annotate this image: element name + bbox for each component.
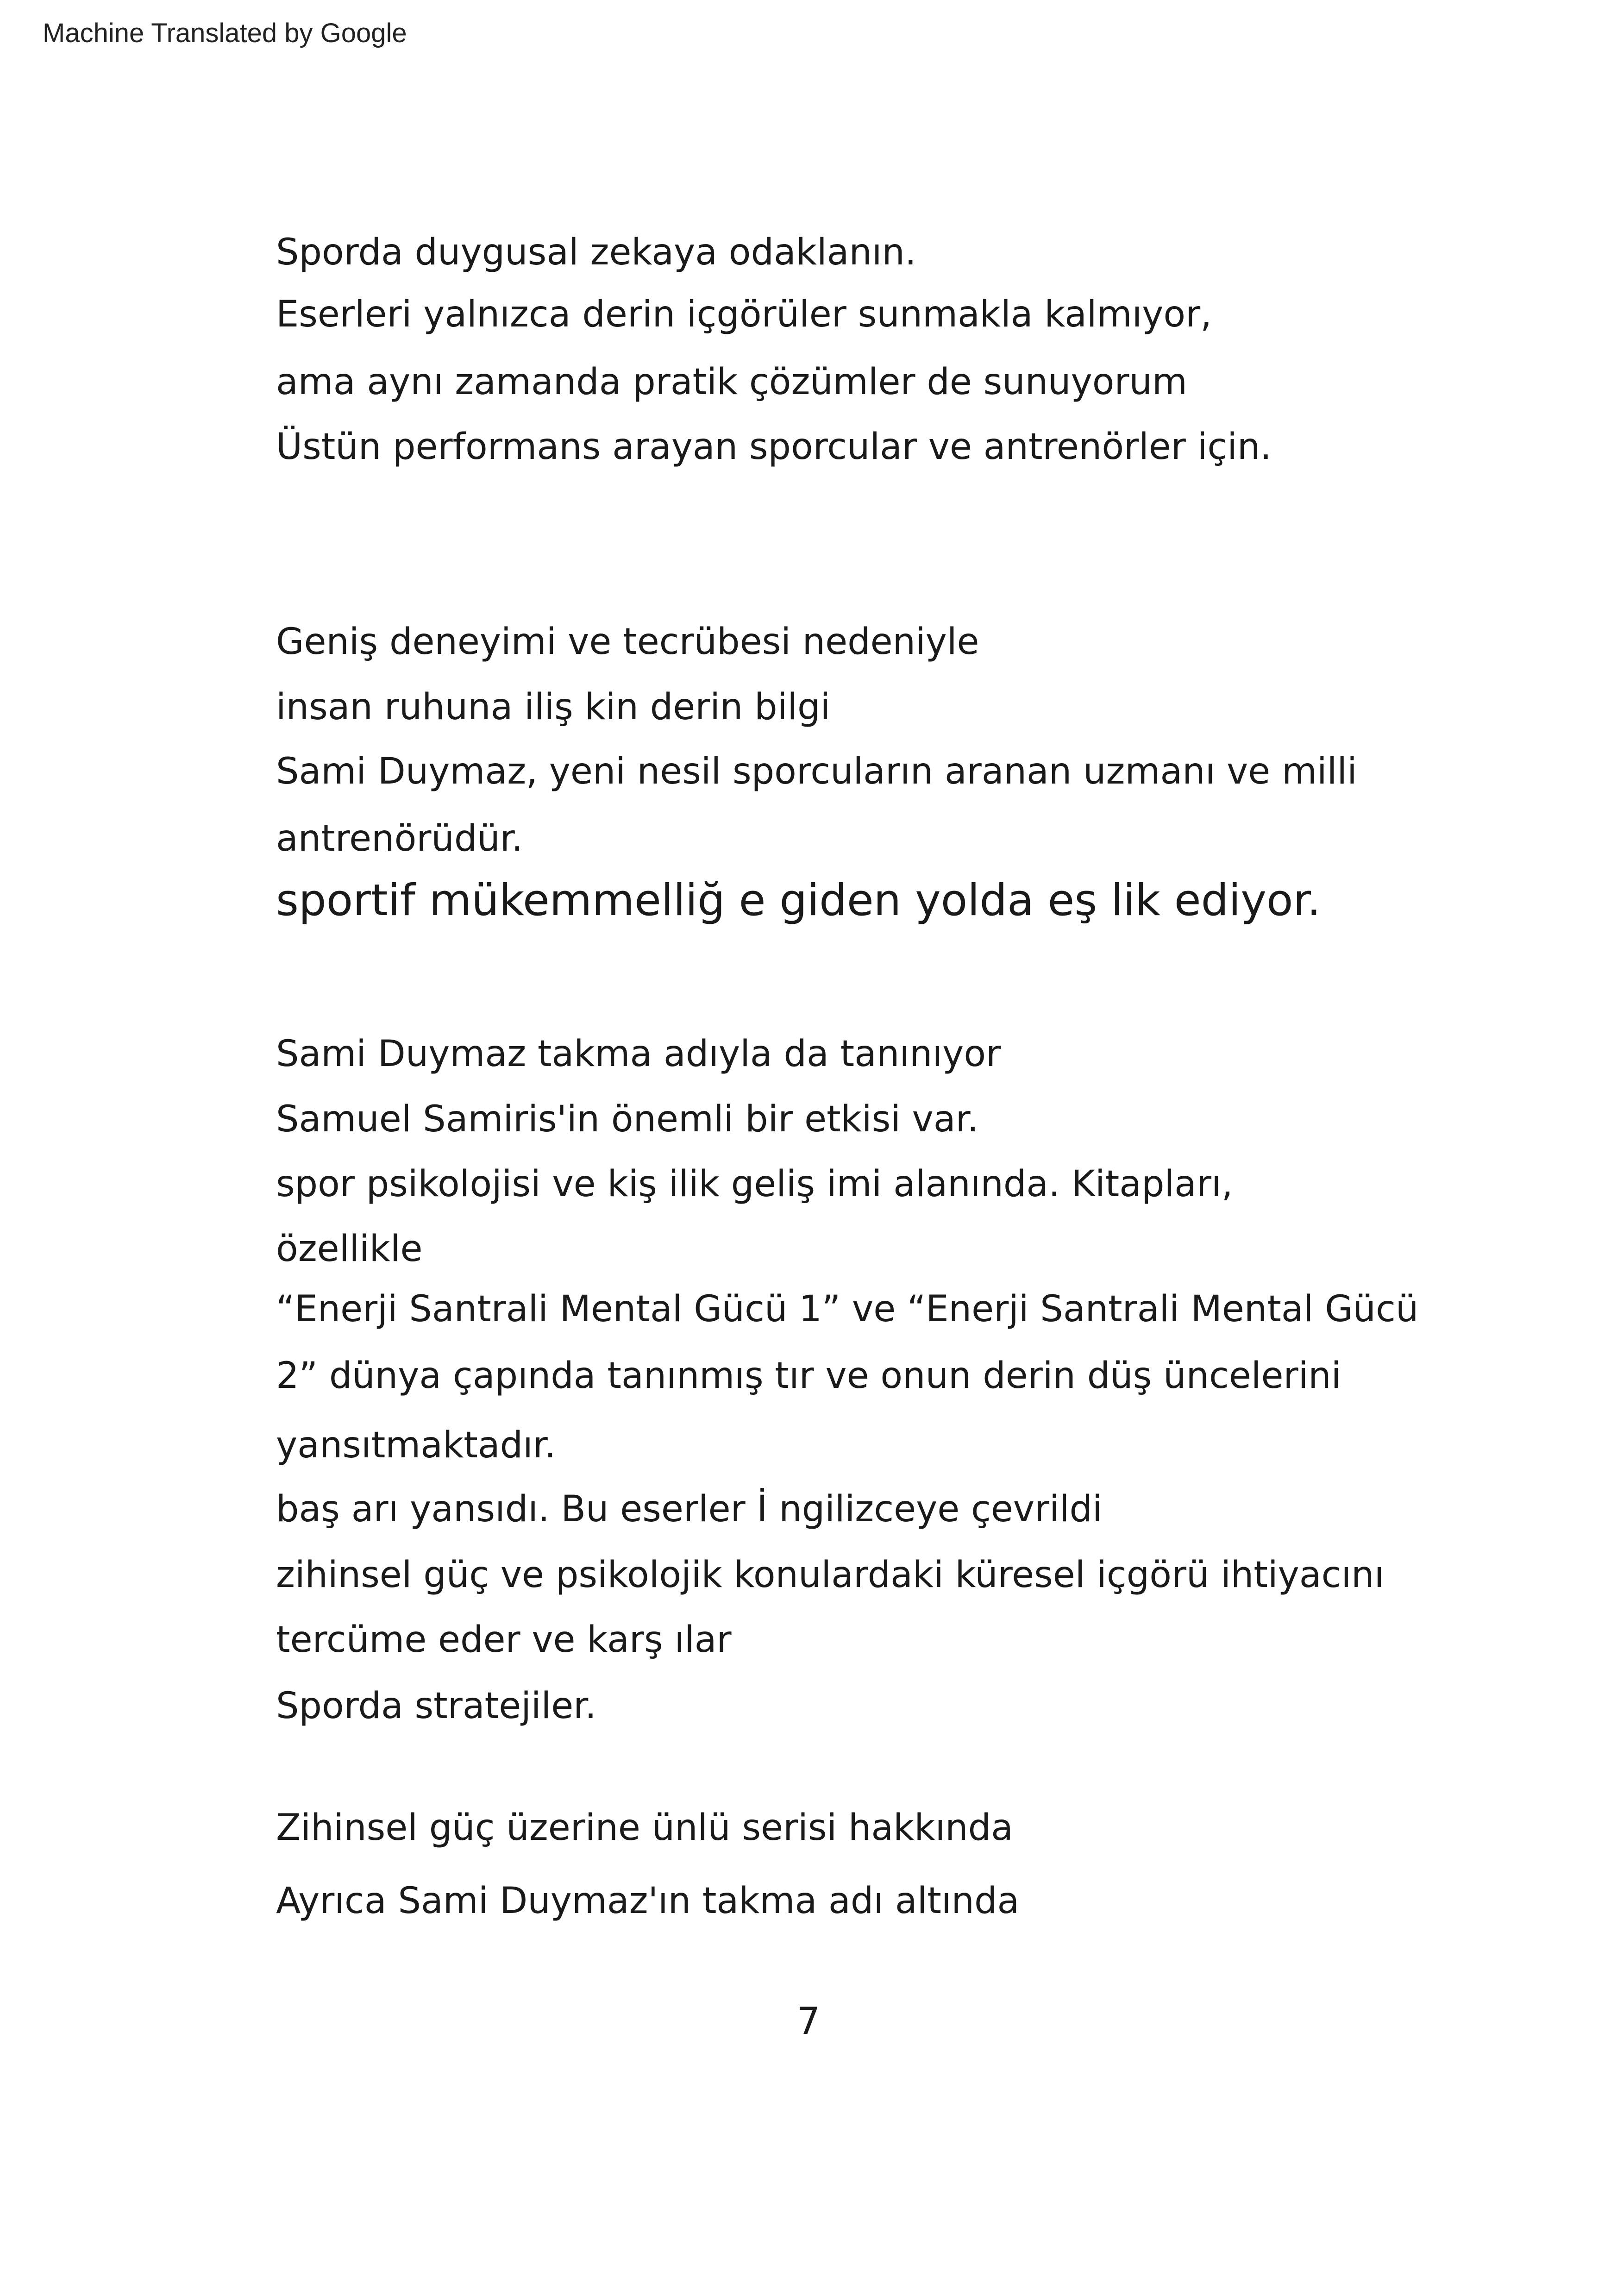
text-line: zihinsel güç ve psikolojik konulardaki küresel içgörü ihtiyacını — [276, 1554, 1385, 1596]
text-line: “Enerji Santrali Mental Gücü 1” ve “Enerji Santrali Mental Gücü — [276, 1288, 1419, 1330]
machine-translation-watermark: Machine Translated by Google — [43, 18, 407, 48]
text-line: Üstün performans arayan sporcular ve antrenörler için. — [276, 426, 1272, 468]
text-line: baş arı yansıdı. Bu eserler İ ngilizceye çevrildi — [276, 1488, 1103, 1530]
text-line: Ayrıca Sami Duymaz'ın takma adı altında — [276, 1880, 1020, 1922]
text-line: özellikle — [276, 1228, 423, 1270]
text-line: ama aynı zamanda pratik çözümler de sunuyorum — [276, 361, 1187, 403]
text-line: Zihinsel güç üzerine ünlü serisi hakkında — [276, 1807, 1013, 1849]
text-line: sportif mükemmelliğ e giden yolda eş lik ediyor. — [276, 875, 1321, 926]
text-line: Sami Duymaz, yeni nesil sporcuların aranan uzmanı ve milli — [276, 751, 1357, 792]
text-line: Samuel Samiris'in önemli bir etkisi var. — [276, 1098, 979, 1140]
text-line: Sami Duymaz takma adıyla da tanınıyor — [276, 1033, 1001, 1075]
page-number: 7 — [796, 2000, 821, 2043]
text-line: antrenörüdür. — [276, 818, 523, 859]
text-line: Geniş deneyimi ve tecrübesi nedeniyle — [276, 621, 979, 663]
text-line: insan ruhuna iliş kin derin bilgi — [276, 686, 831, 728]
text-line: 2” dünya çapında tanınmış tır ve onun derin düş üncelerini — [276, 1355, 1341, 1397]
text-line: spor psikolojisi ve kiş ilik geliş imi alanında. Kitapları, — [276, 1163, 1233, 1205]
text-line: Sporda stratejiler. — [276, 1685, 596, 1727]
text-line: Eserleri yalnızca derin içgörüler sunmakla kalmıyor, — [276, 294, 1212, 335]
text-line: tercüme eder ve karş ılar — [276, 1619, 732, 1661]
text-line: yansıtmaktadır. — [276, 1424, 556, 1466]
text-line: Sporda duygusal zekaya odaklanın. — [276, 232, 916, 273]
